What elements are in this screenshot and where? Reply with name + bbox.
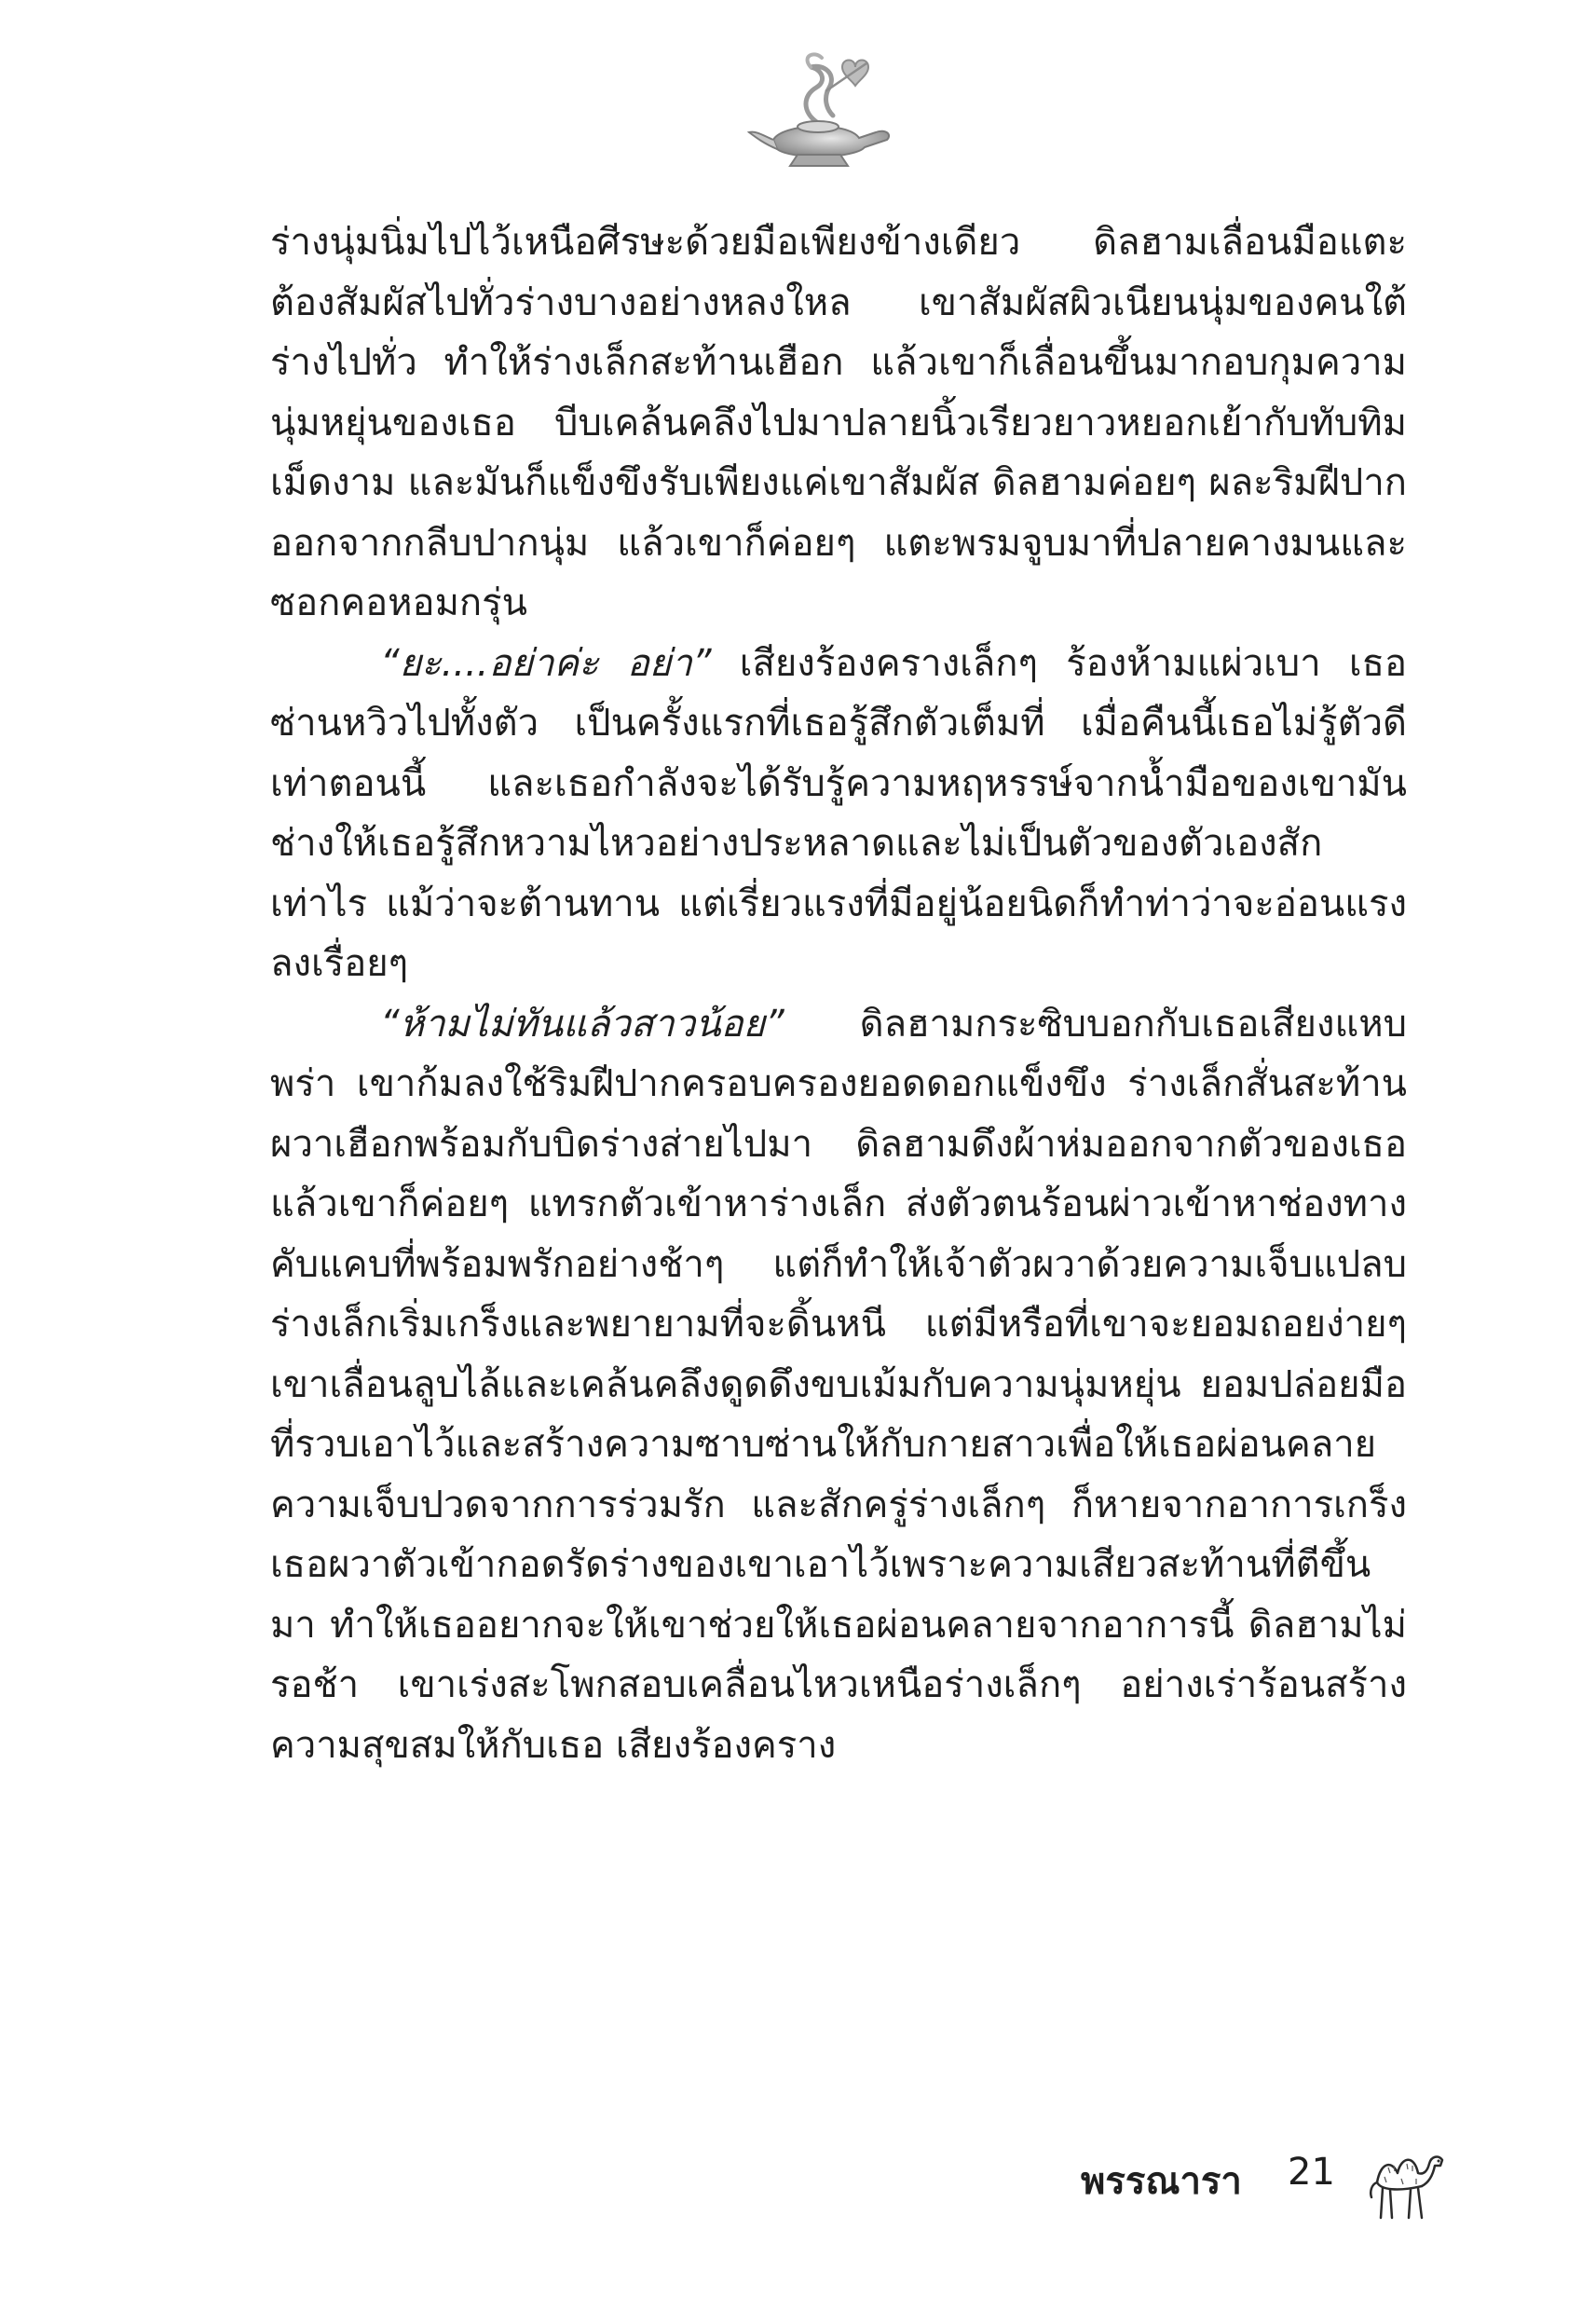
dialogue-quote: “ห้ามไม่ทันแล้วสาวน้อย” [380,1002,784,1046]
magic-lamp-icon [736,47,904,177]
body-text [270,212,1407,1775]
page-number: 21 [1288,2151,1335,2194]
camel-icon [1360,2134,1450,2223]
paragraph-2 [270,634,1407,994]
dialogue-quote: “ยะ....อย่าค่ะ อย่า” [380,641,712,685]
paragraph-text: ร่างนุ่มนิ่มไปไว้เหนือศีรษะด้วยมือเพียงข้างเดียว ดิลฮามเลื่อนมือแตะต้องสัมผัสไปทั่วร่างบางอย่างหลงใหล เขาสัมผัสผิวเนียนนุ่มของคนใต้ร่างไปทั่ว ทำให้ร่างเล็กสะท้านเฮือก แล้วเขาก็เลื่อนขึ้นมากอบกุมความนุ่มหยุ่นของเธอ บีบเคล้นคลึงไปมาปลายนิ้วเรียวยาวหยอกเย้ากับทับทิมเม็ดงาม และมันก็แข็งขึงรับเพียงแค่เขาสัมผัส ดิลฮามค่อยๆ ผละริมฝีปากออกจากกลีบปากนุ่ม แล้วเขาก็ค่อยๆ แตะพรมจูบมาที่ปลายคางมนและซอกคอหอมกรุ่น [270,221,1407,624]
paragraph-1 [270,212,1407,634]
paragraph-text: เสียงร้องครางเล็กๆ ร้องห้ามแผ่วเบา เธอซ่านหวิวไปทั้งตัว เป็นครั้งแรกที่เธอรู้สึกตัวเต็มที่ เมื่อคืนนี้เธอไม่รู้ตัวดีเท่าตอนนี้ และเธอกำลังจะได้รับรู้ความหฤหรรษ์จากน้ำมือของเขามันช่างให้เธอรู้สึกหวามไหวอย่างประหลาดและไม่เป็นตัวของตัวเองสักเท่าไร แม้ว่าจะต้านทาน แต่เรี่ยวแรงที่มีอยู่น้อยนิดก็ทำท่าว่าจะอ่อนแรงลงเรื่อยๆ [270,641,1407,985]
book-title: พรรณารา [1081,2160,1242,2203]
page-footer [1081,2134,1453,2227]
paragraph-3 [270,994,1407,1776]
paragraph-text: ดิลฮามกระซิบบอกกับเธอเสียงแหบพร่า เขาก้มลงใช้ริมฝีปากครอบครองยอดดอกแข็งขึง ร่างเล็กสั่นสะท้านผวาเฮือกพร้อมกับบิดร่างส่ายไปมา ดิลฮามดึงผ้าห่มออกจากตัวของเธอแล้วเขาก็ค่อยๆ แทรกตัวเข้าหาร่างเล็ก ส่งตัวตนร้อนผ่าวเข้าหาช่องทางคับแคบที่พร้อมพรักอย่างช้าๆ แต่ก็ทำให้เจ้าตัวผวาด้วยความเจ็บแปลบ ร่างเล็กเริ่มเกร็งและพยายามที่จะดิ้นหนี แต่มีหรือที่เขาจะยอมถอยง่ายๆ เขาเลื่อนลูบไล้และเคล้นคลึงดูดดึงขบเม้มกับความนุ่มหยุ่น ยอมปล่อยมือที่รวบเอาไว้และสร้างความซาบซ่านให้กับกายสาวเพื่อให้เธอผ่อนคลายความเจ็บปวดจากการร่วมรัก และสักครู่ร่างเล็กๆ ก็หายจากอาการเกร็ง เธอผวาตัวเข้ากอดรัดร่างของเขาเอาไว้เพราะความเสียวสะท้านที่ตีขึ้นมา ทำให้เธออยากจะให้เขาช่วยให้เธอผ่อนคลายจากอาการนี้ ดิลฮามไม่รอช้า เขาเร่งสะโพกสอบเคลื่อนไหวเหนือร่างเล็กๆ อย่างเร่าร้อนสร้างความสุขสมให้กับเธอ เสียงร้องคราง [270,1002,1407,1767]
